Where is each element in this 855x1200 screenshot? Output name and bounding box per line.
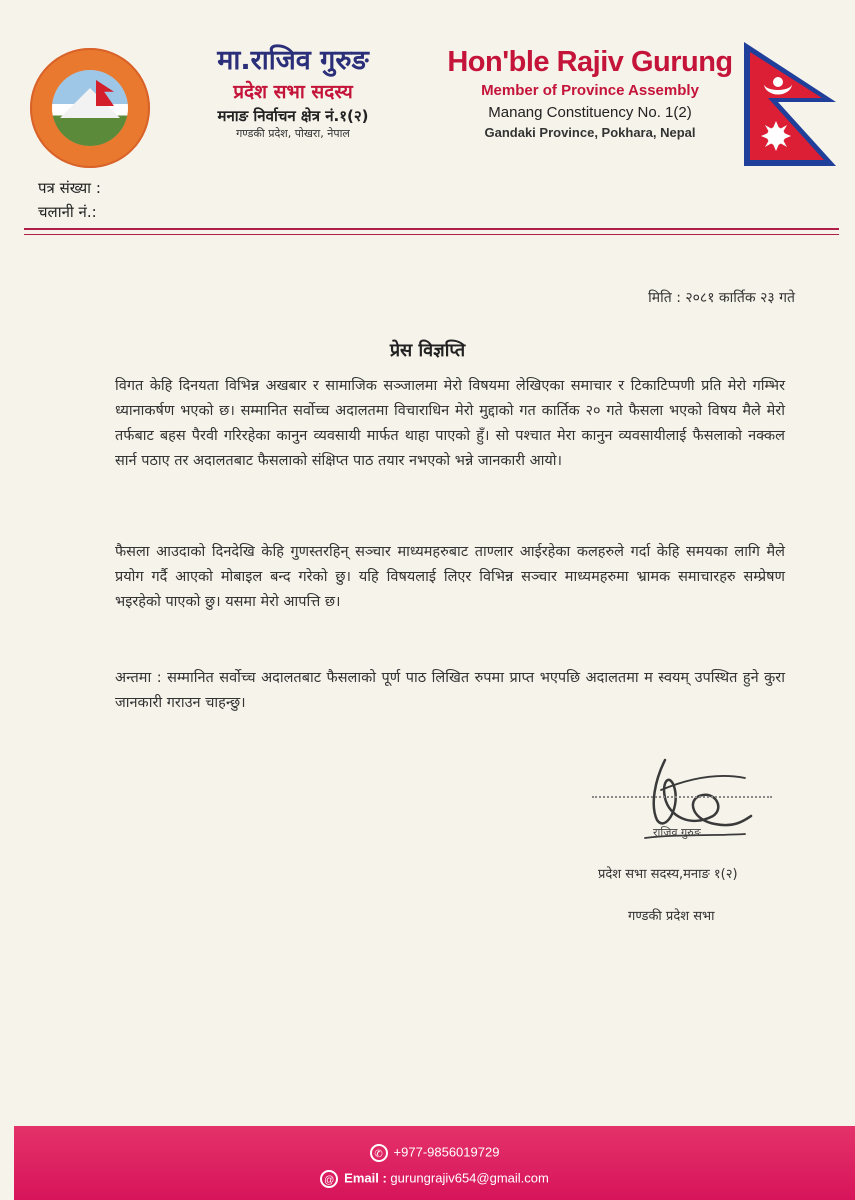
np-role: प्रदेश सभा सदस्य bbox=[233, 81, 353, 103]
email-row bbox=[14, 1170, 855, 1188]
en-role: Member of Province Assembly bbox=[481, 82, 699, 99]
paragraph-3: अन्तमा : सम्मानित सर्वोच्च अदालतबाट फैसलाको पूर्ण पाठ लिखित रुपमा प्राप्त भएपछि अदालतमा म स्वयम् उपस्थित हुने कुरा जानकारी गराउन चाहन्छु। bbox=[115, 670, 785, 711]
email-address[interactable]: gurungrajiv654@gmail.com bbox=[390, 1170, 549, 1186]
np-province: गण्डकी प्रदेश, पोखरा, नेपाल bbox=[236, 127, 350, 140]
contact-footer bbox=[14, 1126, 855, 1200]
nepali-header bbox=[178, 44, 408, 142]
paragraph-2: फैसला आउदाको दिनदेखि केहि गुणस्तरहिन् सञ्चार माध्यमहरुबाट ताण्लार आईरहेका कलहरुले गर्दा केहि समयका लागि मैले प्रयोग गर्दै आएको मोबाइल बन्द गरेको छु। यहि विषयलाई लिएर विभिन्न सञ्चार माध्यमहरुमा भ्रामक समाचारहरु सम्प्रेषण भइरहेको पाएको छु। यसमा मेरो आपत्ति छ। bbox=[115, 544, 785, 610]
nepal-flag-icon bbox=[740, 40, 840, 170]
phone-row bbox=[14, 1144, 855, 1162]
paragraph-1: विगत केहि दिनयता विभिन्न अखबार र सामाजिक सञ्जालमा मेरो विषयमा लेखिएका समाचार र टिकाटिप्पणी प्रति मेरो गम्भिर ध्यानाकर्षण भएको छ। सम्मानित सर्वोच्च अदालतमा विचाराधिन मेरो मुद्दाको गत कार्तिक २० गते फैसला भएको विषय मैले मेरो तर्फबाट बहस पैरवी गरिरहेका कानुन व्यवसायी मार्फत थाहा पाएको हुँ। सो पश्चात मेरा कानुन व्यवसायीलाई फैसलाको नक्कल सार्न पठाए तर अदालतबाट फैसलाको संक्षिप्त पाठ तयार नभएको भन्ने जानकारी आयो। bbox=[115, 378, 785, 469]
phone-number[interactable]: +977-9856019729 bbox=[393, 1144, 500, 1160]
signature-name: राजिव गुरुङ bbox=[653, 826, 701, 839]
signature-image bbox=[595, 750, 765, 850]
email-label: Email : bbox=[344, 1170, 387, 1186]
np-constituency: मनाङ निर्वाचन क्षेत्र नं.१(२) bbox=[217, 107, 369, 125]
signatory-title: प्रदेश सभा सदस्य,मनाङ १(२) bbox=[598, 867, 738, 882]
emblem-seal bbox=[30, 48, 150, 168]
letter-number-label: पत्र संख्या : bbox=[38, 179, 101, 197]
np-name: मा.राजिव गुरुङ bbox=[217, 45, 369, 76]
letter-date: मिति : २०८१ कार्तिक २३ गते bbox=[648, 290, 795, 306]
en-constituency: Manang Constituency No. 1(2) bbox=[488, 104, 692, 121]
english-header bbox=[440, 44, 740, 142]
letter-title: प्रेस विज्ञप्ति bbox=[389, 340, 466, 361]
at-icon: @ bbox=[320, 1170, 338, 1188]
signatory-office: गण्डकी प्रदेश सभा bbox=[628, 909, 715, 924]
header-rule-thin bbox=[24, 234, 839, 235]
en-name: Hon'ble Rajiv Gurung bbox=[447, 46, 733, 78]
signature-dotted-line bbox=[592, 796, 772, 798]
phone-icon: ✆ bbox=[370, 1144, 388, 1162]
dispatch-number-label: चलानी नं.: bbox=[38, 203, 97, 221]
en-province: Gandaki Province, Pokhara, Nepal bbox=[484, 125, 696, 140]
header-rule bbox=[24, 228, 839, 230]
